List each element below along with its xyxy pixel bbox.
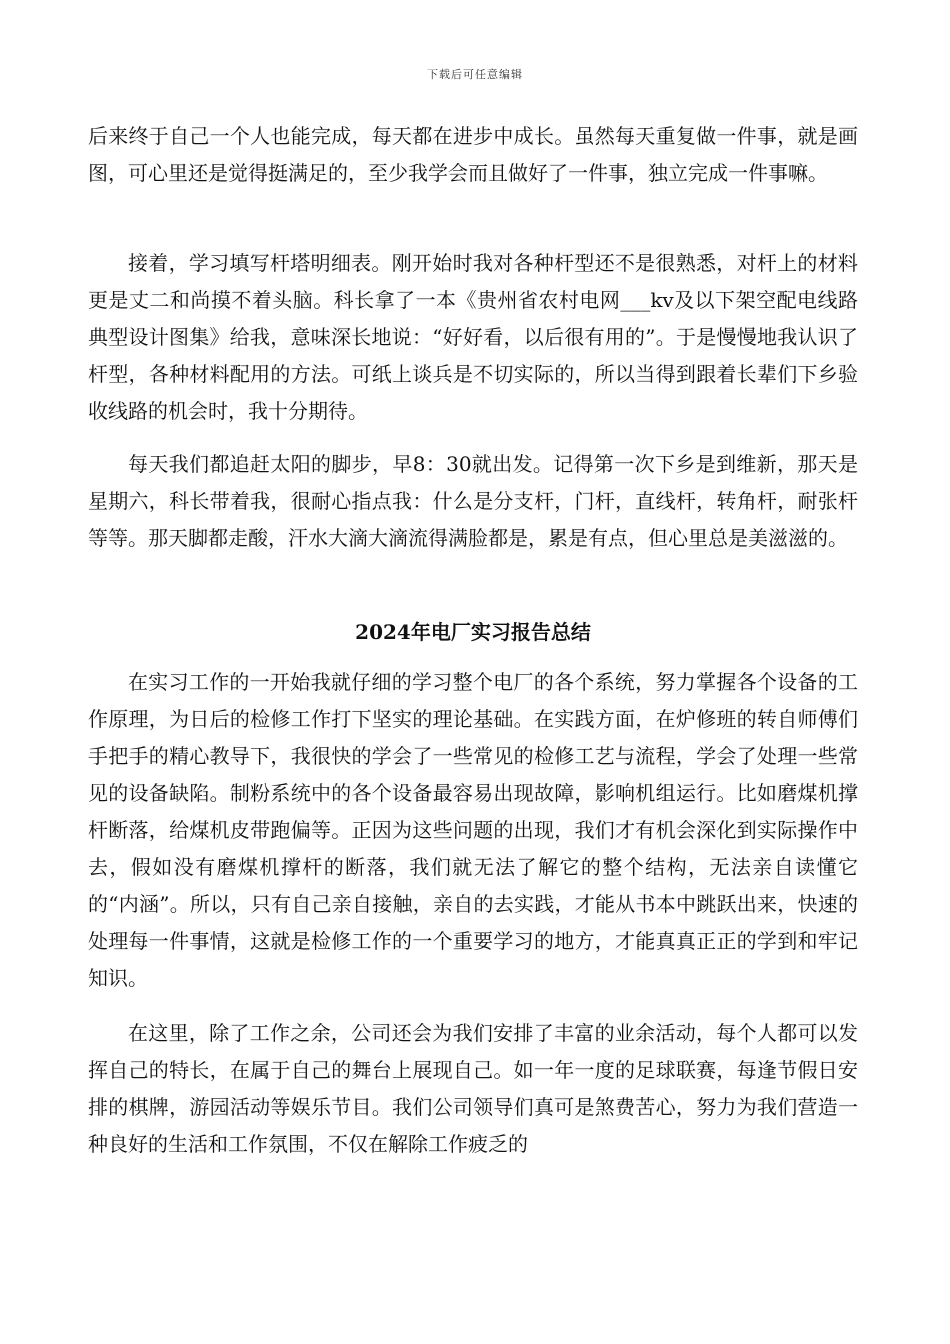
paragraph-activities: 在这里，除了工作之余，公司还会为我们安排了丰富的业余活动，每个人都可以发挥自己的特长，在属于自己的舞台上展现自己。如一年一度的足球联赛，每逢节假日安排的棋牌，游园活动等娱乐节目。我们公司领导们真可是煞费苦心，努力为我们营造一种良好的生活和工作氛围，不仅在解除工作疲乏的 — [88, 1021, 858, 1156]
page-header-note: 下载后可任意编辑 — [427, 68, 523, 81]
paragraph-field-trip: 每天我们都追赶太阳的脚步，早8：30就出发。记得第一次下乡是到维新，那天是星期六，科长带着我，很耐心指点我：什么是分支杆，门杆，直线杆，转角杆，耐张杆等等。那天脚都走酸，汗水大滴大滴流得满脸都是，累是有点，但心里总是美滋滋的。 — [88, 452, 858, 550]
paragraph-internship-systems: 在实习工作的一开始我就仔细的学习整个电厂的各个系统，努力掌握各个设备的工作原理，为日后的检修工作打下坚实的理论基础。在实践方面，在炉修班的转自师傅们手把手的精心教导下，我很快的学会了一些常见的检修工艺与流程，学会了处理一些常见的设备缺陷。制粉系统中的各个设备最容易出现故障，影响机组运行。比如磨煤机撑杆断落，给煤机皮带跑偏等。正因为这些问题的出现，我们才有机会深化到实际操作中去，假如没有磨煤机撑杆的断落，我们就无法了解它的整个结构，无法亲自读懂它的“内涵”。所以，只有自己亲自接触，亲自的去实践，才能从书本中跳跃出来，快速的处理每一件事情，这就是检修工作的一个重要学习的地方，才能真真正正的学到和牢记知识。 — [88, 670, 858, 990]
document-body — [88, 118, 858, 1163]
section-title: 2024年电厂实习报告总结 — [355, 620, 591, 644]
paragraph-continuation: 后来终于自己一个人也能完成，每天都在进步中成长。虽然每天重复做一件事，就是画图，可心里还是觉得挺满足的，至少我学会而且做好了一件事，独立完成一件事嘛。 — [88, 124, 858, 185]
paragraph-pole-table: 接着，学习填写杆塔明细表。刚开始时我对各种杆型还不是很熟悉，对杆上的材料更是丈二和尚摸不着头脑。科长拿了一本《贵州省农村电网___kv及以下架空配电线路典型设计图集》给我，意味深长地说：“好好看，以后很有用的”。于是慢慢地我认识了杆型，各种材料配用的方法。可纸上谈兵是不切实际的，所以当得到跟着长辈们下乡验收线路的机会时，我十分期待。 — [88, 251, 858, 423]
